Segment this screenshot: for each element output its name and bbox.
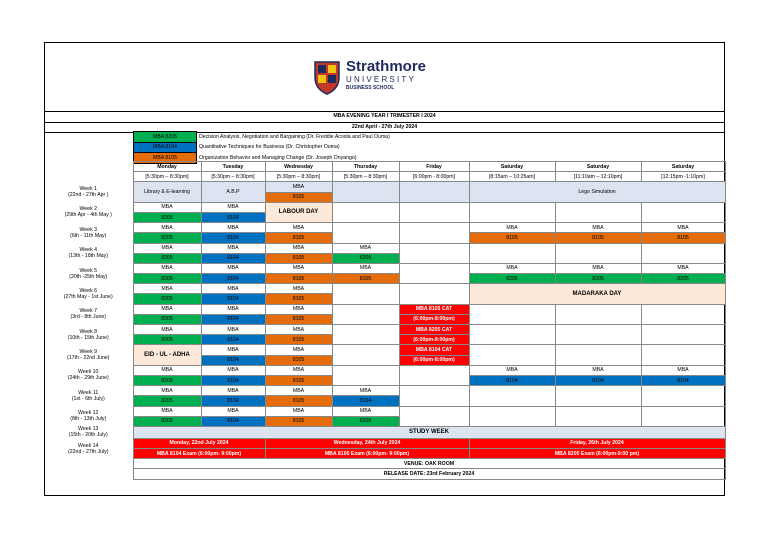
week-label: Week 8 (10th - 15th June)	[67, 328, 109, 341]
course-code-cell: 8105	[265, 233, 332, 243]
exam-cell: MBA 8104 Exam (6:00pm- 9:00pm)	[133, 449, 265, 459]
week-row	[44, 406, 725, 416]
course-cell: MBA	[555, 263, 641, 273]
time-header: [5:30pm – 8:30pm]	[265, 172, 332, 182]
empty-cell	[641, 325, 725, 345]
time-header: [5:30pm – 8:30pm]	[201, 172, 265, 182]
day-header: Friday	[399, 162, 469, 172]
course-cell: MBA	[133, 406, 201, 416]
course-cell: MBA	[201, 243, 265, 253]
week-row	[44, 449, 725, 459]
week-row	[44, 325, 725, 335]
course-cell: MBA	[133, 365, 201, 375]
time-header: [6:00pm - 8:00pm]	[399, 172, 469, 182]
empty-cell	[469, 406, 555, 426]
empty-cell	[399, 182, 469, 202]
empty-cell	[332, 345, 399, 365]
empty-cell	[469, 304, 555, 324]
course-code-cell: 8104	[201, 375, 265, 385]
course-code-cell: 8105	[265, 274, 332, 284]
course-cell: MBA	[332, 263, 399, 273]
empty-cell	[469, 202, 555, 222]
course-code-cell: 8105	[641, 233, 725, 243]
empty-cell	[469, 325, 555, 345]
time-header-row	[44, 172, 725, 182]
week-row	[44, 263, 725, 273]
day-header: Tuesday	[201, 162, 265, 172]
page-title: MBA EVENING YEAR I TRIMESTER I 2024	[44, 111, 725, 123]
exam-date-cell: Wednesday, 24th July 2024	[265, 438, 469, 448]
course-cell: MBA	[201, 202, 265, 212]
empty-cell	[641, 202, 725, 222]
day-header: Wednesday	[265, 162, 332, 172]
course-code-cell: 8205	[133, 416, 201, 426]
week-label: Week 2 (29th Apr - 4th May )	[64, 206, 112, 219]
time-header: [5:30pm – 8:30pm]	[133, 172, 201, 182]
course-code-cell: 8104	[201, 274, 265, 284]
title-block	[44, 111, 725, 133]
week-row	[44, 274, 725, 284]
empty-cell	[332, 182, 399, 202]
course-code-cell: 8104	[201, 314, 265, 324]
course-cell: MBA	[265, 304, 332, 314]
week-label: Week 7 (3rd - 8th June)	[70, 308, 106, 321]
legend-desc: Organization Behavior and Managing Change (Dr. Joseph Onyango)	[199, 154, 357, 161]
empty-cell	[555, 304, 641, 324]
course-code-cell: 8205	[133, 253, 201, 263]
course-code-cell: 8205	[133, 212, 201, 222]
exam-cell: MBA 8205 Exam (6:00pm-9:00 pm)	[469, 449, 725, 459]
week-label: Week 13 (15th - 20th July)	[68, 426, 108, 439]
course-cell: MBA	[469, 223, 555, 233]
week-row	[44, 202, 725, 212]
course-code-cell: 8205	[332, 416, 399, 426]
course-cell: MBA	[332, 243, 399, 253]
week-row	[44, 365, 725, 375]
course-cell: MBA	[133, 386, 201, 396]
empty-cell	[399, 223, 469, 243]
empty-cell	[332, 365, 399, 385]
empty-cell	[641, 304, 725, 324]
empty-cell	[555, 386, 641, 406]
course-code-cell: 8104	[201, 396, 265, 406]
empty-cell	[399, 202, 469, 222]
course-cell: MBA	[201, 345, 265, 355]
course-code-cell: 8105	[555, 233, 641, 243]
course-cell: MBA	[641, 263, 725, 273]
spacer-cell	[44, 469, 133, 479]
empty-cell	[399, 386, 469, 406]
cat-time-cell: (6:00pm-8:00pm)	[399, 355, 469, 365]
course-cell: MBA	[133, 284, 201, 294]
week-label: Week 9 (17th - 22nd June)	[67, 349, 110, 362]
venue: VENUE: OAK ROOM	[133, 459, 725, 469]
course-cell: MBA	[265, 223, 332, 233]
course-code-cell: 8205	[641, 274, 725, 284]
course-code-cell: 8205	[133, 396, 201, 406]
cat-cell: MBA 8104 CAT	[399, 345, 469, 355]
course-code-cell: 8104	[332, 396, 399, 406]
time-header: [12:15pm -1:10pm]	[641, 172, 725, 182]
course-cell: MBA	[133, 243, 201, 253]
course-cell: MBA	[133, 202, 201, 212]
course-cell: MBA	[133, 223, 201, 233]
course-code-cell: 8105	[265, 355, 332, 365]
exam-date-cell: Monday, 22nd July 2024	[133, 438, 265, 448]
week-row	[44, 438, 725, 448]
course-code-cell: 8104	[201, 355, 265, 365]
course-code-cell: 8105	[265, 396, 332, 406]
course-code-cell: 8205	[133, 375, 201, 385]
library-cell: Library & E-learning	[133, 182, 201, 202]
week-row	[44, 243, 725, 253]
course-code-cell: 8205	[555, 274, 641, 284]
week-label: Week 10 (24th - 29th June)	[67, 369, 109, 382]
course-cell: MBA	[201, 325, 265, 335]
logo-university: UNIVERSITY	[346, 75, 417, 84]
empty-cell	[641, 386, 725, 406]
course-cell: MBA	[201, 304, 265, 314]
footer-row	[44, 469, 725, 479]
day-header: Thursday	[332, 162, 399, 172]
course-cell: MBA	[133, 263, 201, 273]
day-header: Monday	[133, 162, 201, 172]
course-code-cell: 8104	[201, 212, 265, 222]
week-label: Week 11 (1st - 6th July)	[71, 389, 105, 402]
course-code-cell: 8105	[469, 233, 555, 243]
cat-cell: MBA 8205 CAT	[399, 325, 469, 335]
week-row	[44, 345, 725, 355]
course-cell: MBA	[265, 243, 332, 253]
madaraka-day-cell: MADARAKA DAY	[469, 284, 725, 304]
week-label: Week 1 (22nd - 27th Apr )	[68, 186, 109, 199]
empty-cell	[399, 263, 469, 283]
exam-cell: MBA 8105 Exam (6:00pm- 9:00pm)	[265, 449, 469, 459]
cat-time-cell: (6:00pm-8:00pm)	[399, 335, 469, 345]
empty-cell	[641, 345, 725, 365]
course-cell: MBA	[265, 325, 332, 335]
course-cell: MBA	[201, 386, 265, 396]
empty-cell	[332, 223, 399, 243]
course-code-cell: 8205	[469, 274, 555, 284]
course-code-cell: 8104	[555, 375, 641, 385]
week-label: Week 14 (22nd - 27th July)	[68, 442, 109, 455]
empty-cell	[332, 202, 399, 222]
week-row	[44, 304, 725, 314]
week-row	[44, 284, 725, 294]
legend-row	[134, 132, 500, 143]
week-row	[44, 182, 725, 192]
legend-row	[134, 142, 500, 153]
course-cell: MBA	[265, 365, 332, 375]
footer-row	[44, 459, 725, 469]
empty-cell	[555, 202, 641, 222]
empty-cell	[641, 243, 725, 263]
course-code-cell: 8205	[133, 294, 201, 304]
corner-cell	[44, 172, 133, 182]
legend-desc: Decision Analysis, Negotiation and Bargaining (Dr. Freddie Acosta and Paul Ouma)	[199, 133, 390, 140]
course-cell: MBA	[265, 386, 332, 396]
legend-desc: Quantitative Techniques for Business (Dr. Christopher Ouma)	[199, 144, 340, 151]
corner-cell	[44, 162, 133, 172]
course-cell: MBA	[265, 284, 332, 294]
course-code-cell: 8105	[265, 375, 332, 385]
empty-cell	[555, 325, 641, 345]
week-row	[44, 223, 725, 233]
release-date: RELEASE DATE: 23rd February 2024	[133, 469, 725, 479]
course-cell: MBA	[332, 386, 399, 396]
course-code-cell: 8104	[469, 375, 555, 385]
day-header: Saturday	[641, 162, 725, 172]
empty-cell	[469, 386, 555, 406]
course-cell: MBA	[641, 223, 725, 233]
empty-cell	[399, 365, 469, 385]
course-cell: MBA	[265, 345, 332, 355]
legend-code: MBA 8205	[134, 132, 197, 143]
course-cell: MBA	[555, 223, 641, 233]
course-cell: MBA	[201, 365, 265, 375]
empty-cell	[399, 406, 469, 426]
abp-cell: A.B.P	[201, 182, 265, 202]
course-code-cell: 8104	[201, 294, 265, 304]
course-cell: MBA	[133, 325, 201, 335]
course-cell: MBA	[265, 182, 332, 192]
course-code-cell: 8104	[641, 375, 725, 385]
legend-code: MBA 8104	[134, 142, 197, 153]
time-header: [8:15am – 10:25am]	[469, 172, 555, 182]
course-code-cell: 8105	[265, 294, 332, 304]
day-header: Saturday	[469, 162, 555, 172]
course-code-cell: 8105	[265, 314, 332, 324]
eid-holiday-cell: EID - UL - ADHA	[133, 345, 201, 365]
empty-cell	[399, 284, 469, 304]
week-label: Week 5 (20th -25th May)	[69, 267, 108, 280]
course-code-cell: 8105	[265, 253, 332, 263]
course-cell: MBA	[469, 365, 555, 375]
course-cell: MBA	[332, 406, 399, 416]
time-header: [5:30pm – 8:30pm]	[332, 172, 399, 182]
course-code-cell: 8104	[201, 253, 265, 263]
empty-cell	[332, 304, 399, 324]
logo-school: BUSINESS SCHOOL	[346, 85, 395, 91]
course-code-cell: 8104	[201, 335, 265, 345]
day-header: Saturday	[555, 162, 641, 172]
course-code-cell: 8205	[133, 335, 201, 345]
course-cell: MBA	[265, 406, 332, 416]
empty-cell	[469, 243, 555, 263]
empty-cell	[332, 284, 399, 304]
day-header-row	[44, 162, 725, 172]
course-code-cell: 8205	[133, 274, 201, 284]
week-label: Week 12 (8th - 13th July)	[70, 410, 107, 423]
empty-cell	[555, 406, 641, 426]
empty-cell	[332, 325, 399, 345]
week-label: Week 3 (6th - 11th May)	[70, 226, 107, 239]
course-code-cell: 8105	[265, 192, 332, 202]
empty-cell	[555, 345, 641, 365]
study-week-cell: STUDY WEEK	[133, 426, 725, 438]
course-code-cell: 8205	[332, 253, 399, 263]
course-cell: MBA	[641, 365, 725, 375]
course-cell: MBA	[201, 284, 265, 294]
time-header: [11:10am – 12:10pm]	[555, 172, 641, 182]
course-code-cell: 8105	[265, 416, 332, 426]
cat-time-cell: (6:00pm-8:00pm)	[399, 314, 469, 324]
cat-cell: MBA 8105 CAT	[399, 304, 469, 314]
course-code-cell: 8105	[332, 274, 399, 284]
schedule-table	[44, 161, 726, 480]
lego-simulation-cell: Lego Simulation	[469, 182, 725, 202]
strathmore-logo	[312, 59, 482, 95]
empty-cell	[469, 345, 555, 365]
week-label: Week 4 (13th - 18th May)	[68, 247, 108, 260]
empty-cell	[555, 243, 641, 263]
logo-name: Strathmore	[346, 58, 427, 75]
course-cell: MBA	[201, 263, 265, 273]
crest-icon	[312, 59, 342, 95]
empty-cell	[399, 243, 469, 263]
labour-day-cell: LABOUR DAY	[265, 202, 332, 222]
week-label: Week 6 (27th May - 1st June)	[63, 287, 113, 300]
legend-code: MBA 8105	[134, 153, 197, 164]
course-code-cell: 8205	[133, 233, 201, 243]
spacer-cell	[44, 459, 133, 469]
course-code-cell: 8104	[201, 233, 265, 243]
course-cell: MBA	[133, 304, 201, 314]
course-cell: MBA	[555, 365, 641, 375]
empty-cell	[641, 406, 725, 426]
course-cell: MBA	[201, 406, 265, 416]
course-cell: MBA	[469, 263, 555, 273]
course-code-cell: 8105	[265, 335, 332, 345]
exam-date-cell: Friday, 26th July 2024	[469, 438, 725, 448]
page-dates: 22nd April - 27th July 2024	[44, 123, 725, 134]
course-cell: MBA	[201, 223, 265, 233]
course-cell: MBA	[265, 263, 332, 273]
course-code-cell: 8205	[133, 314, 201, 324]
week-row	[44, 386, 725, 396]
course-legend	[133, 131, 500, 164]
course-code-cell: 8104	[201, 416, 265, 426]
